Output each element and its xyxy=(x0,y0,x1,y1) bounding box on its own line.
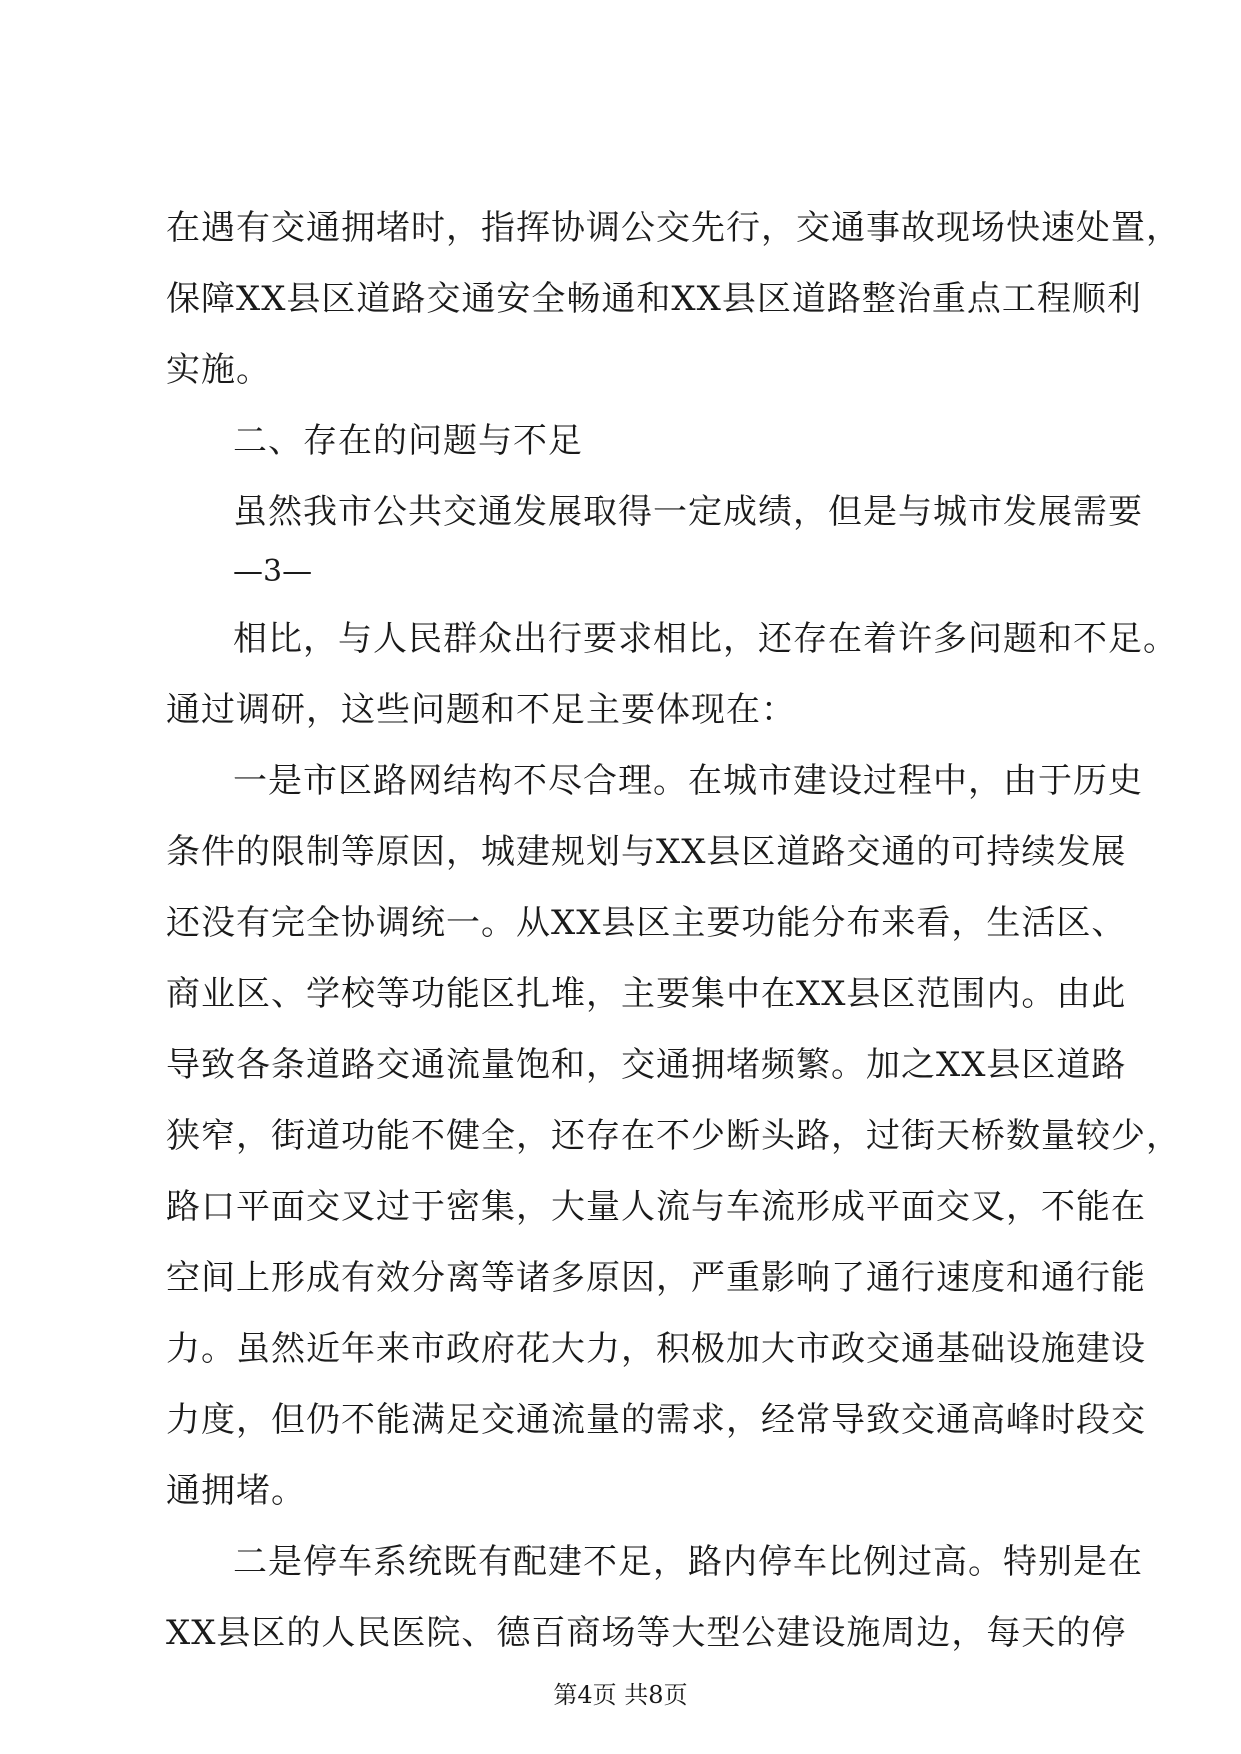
text-line: 通过调研，这些问题和不足主要体现在： xyxy=(166,690,796,730)
text-line: 路口平面交叉过于密集，大量人流与车流形成平面交叉，不能在 xyxy=(166,1187,1146,1227)
text-line: 还没有完全协调统一。从XX县区主要功能分布来看，生活区、 xyxy=(166,903,1127,943)
text-line: 商业区、学校等功能区扎堆，主要集中在XX县区范围内。由此 xyxy=(166,974,1127,1014)
text-line: 力。虽然近年来市政府花大力，积极加大市政交通基础设施建设 xyxy=(166,1329,1146,1369)
text-line: 二是停车系统既有配建不足，路内停车比例过高。特别是在 xyxy=(233,1542,1143,1582)
section-heading: 二、存在的问题与不足 xyxy=(233,421,583,461)
text-line: 狭窄，街道功能不健全，还存在不少断头路，过街天桥数量较少， xyxy=(166,1116,1181,1156)
text-line: 保障XX县区道路交通安全畅通和XX县区道路整治重点工程顺利 xyxy=(166,279,1142,319)
text-line: 空间上形成有效分离等诸多原因，严重影响了通行速度和通行能 xyxy=(166,1258,1146,1298)
text-line: XX县区的人民医院、德百商场等大型公建设施周边，每天的停 xyxy=(166,1613,1127,1653)
text-line: 一是市区路网结构不尽合理。在城市建设过程中，由于历史 xyxy=(233,761,1143,801)
inline-page-number: —3— xyxy=(233,554,313,589)
page-footer: 第4页 共8页 xyxy=(553,1681,688,1709)
text-line: 虽然我市公共交通发展取得一定成绩，但是与城市发展需要 xyxy=(233,492,1143,532)
text-line: 相比，与人民群众出行要求相比，还存在着许多问题和不足。 xyxy=(233,619,1178,659)
text-line: 通拥堵。 xyxy=(166,1471,306,1511)
text-line: 条件的限制等原因，城建规划与XX县区道路交通的可持续发展 xyxy=(166,832,1127,872)
text-line: 导致各条道路交通流量饱和，交通拥堵频繁。加之XX县区道路 xyxy=(166,1045,1127,1085)
text-line: 在遇有交通拥堵时，指挥协调公交先行，交通事故现场快速处置， xyxy=(166,208,1181,248)
text-line: 力度，但仍不能满足交通流量的需求，经常导致交通高峰时段交 xyxy=(166,1400,1146,1440)
text-line: 实施。 xyxy=(166,350,271,390)
